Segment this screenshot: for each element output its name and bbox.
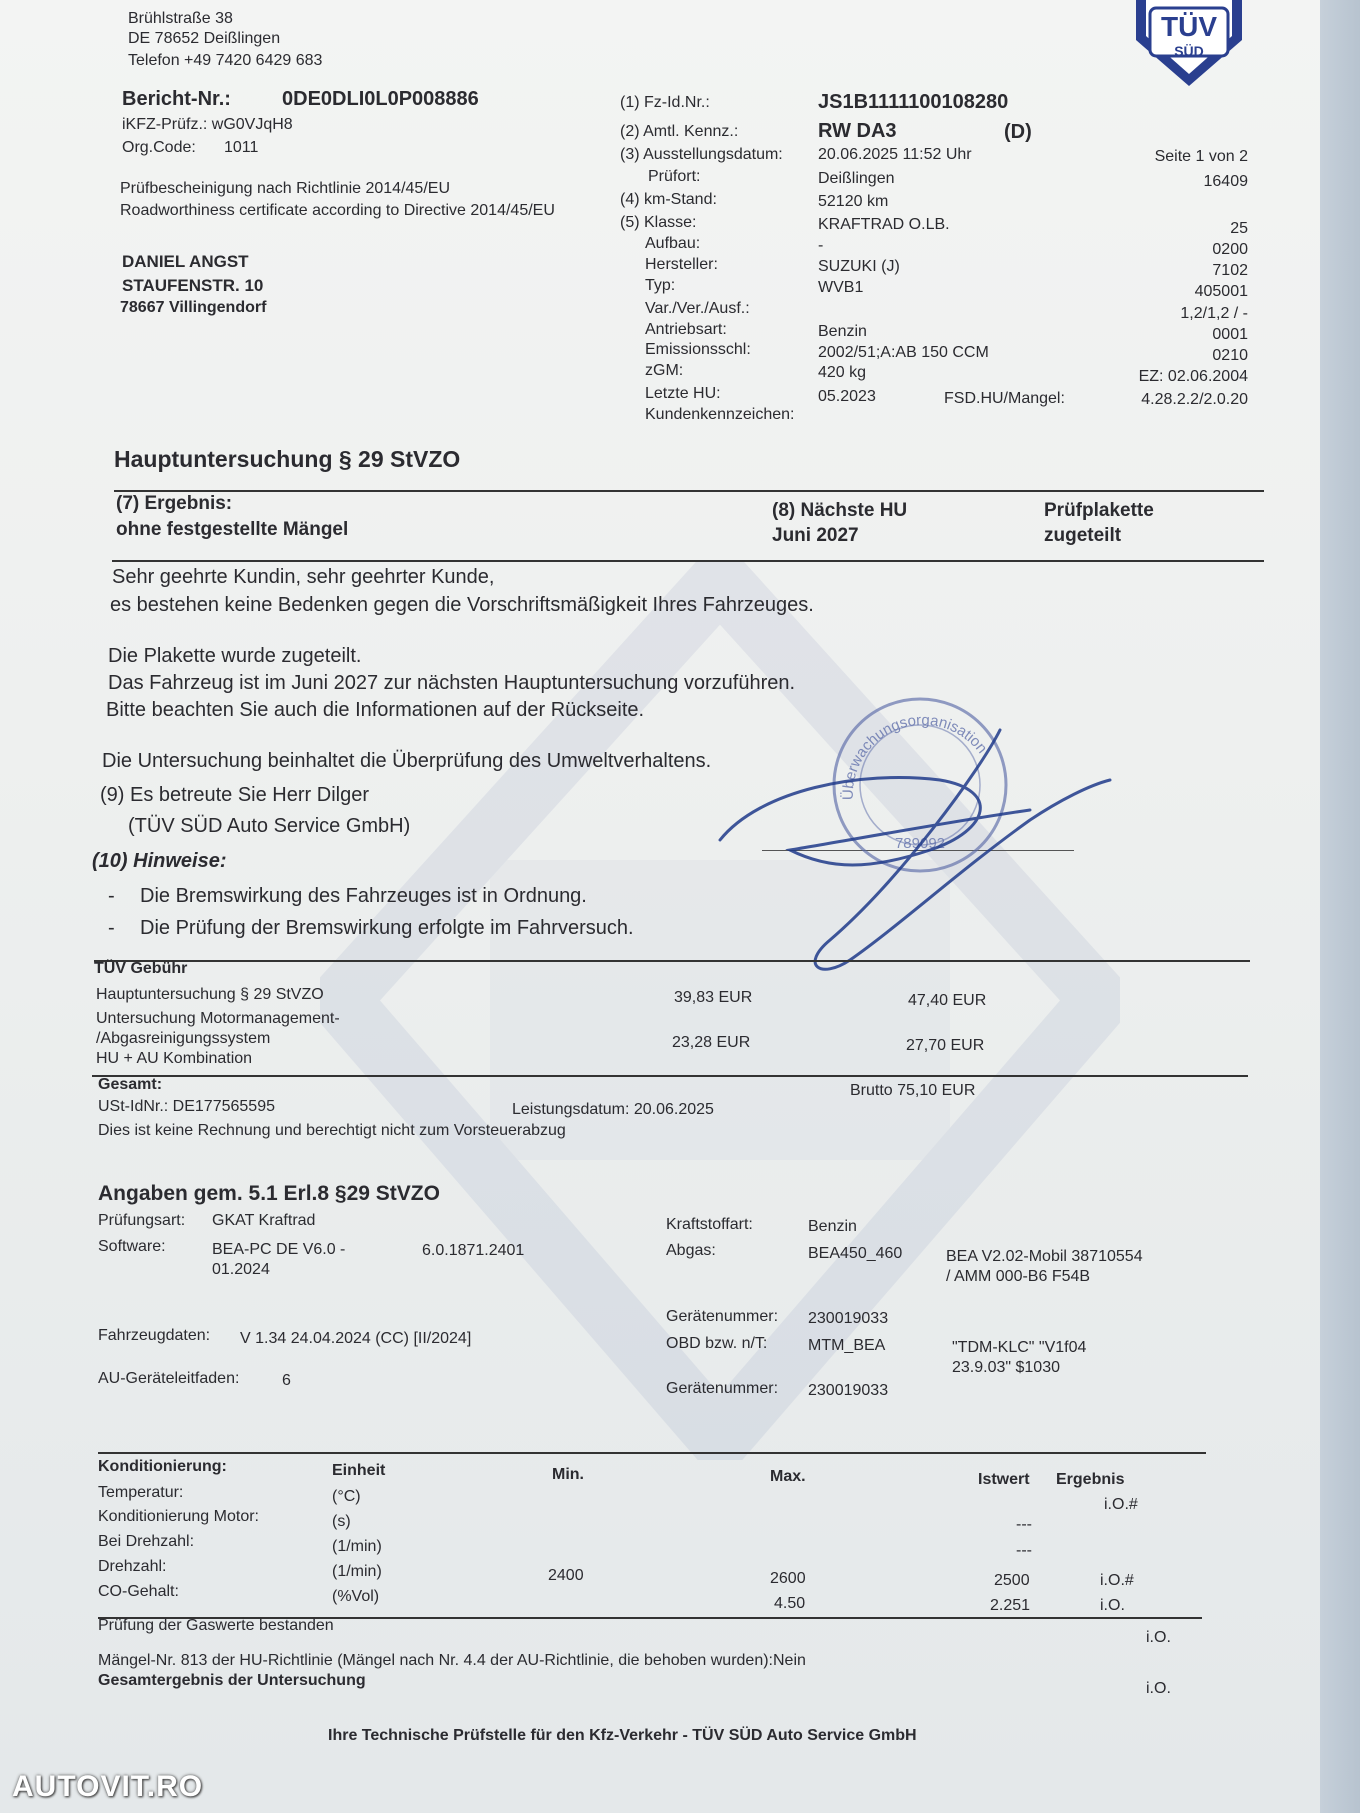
kundenkennzeichen-label: Kundenkennzeichen: xyxy=(645,406,795,423)
kond-row-max: 2600 xyxy=(770,1570,806,1587)
aufbau-label: Aufbau: xyxy=(645,235,701,252)
kond-row-ergebnis: i.O.# xyxy=(1100,1572,1134,1589)
kond-header-max: Max. xyxy=(770,1468,806,1485)
kond-row-ergebnis: i.O. xyxy=(1100,1597,1125,1614)
kond-row-unit: (°C) xyxy=(332,1488,361,1505)
kond-row-unit: (%Vol) xyxy=(332,1588,380,1605)
issuer-city: DE 78652 Deißlingen xyxy=(128,30,281,47)
obd-extra-1: "TDM-KLC" "V1f04 xyxy=(952,1339,1087,1356)
kond-top-rule xyxy=(98,1452,1206,1454)
letter-salutation: Sehr geehrte Kundin, sehr geehrter Kunde, xyxy=(112,566,495,588)
kond-header-istwert: Istwert xyxy=(978,1471,1030,1488)
kond-row-max: 4.50 xyxy=(774,1595,806,1612)
abgas-extra-2: / AMM 000-B6 F54B xyxy=(946,1268,1091,1285)
fsd-label: FSD.HU/Mangel: xyxy=(944,390,1065,407)
emission-code: 0210 xyxy=(1212,347,1248,364)
gaswerte-result: i.O. xyxy=(1146,1629,1171,1646)
fees-total-label: Gesamt: xyxy=(98,1076,163,1093)
zgm-label: zGM: xyxy=(645,362,684,379)
fahrzeugdaten-value: V 1.34 24.04.2024 (CC) [II/2024] xyxy=(240,1330,472,1347)
kond-row-name: Drehzahl: xyxy=(98,1558,167,1575)
fzid-label: (1) Fz-Id.Nr.: xyxy=(620,94,710,111)
abgas-label: Abgas: xyxy=(666,1242,716,1259)
gesamtergebnis-label: Gesamtergebnis der Untersuchung xyxy=(98,1672,366,1689)
svg-text:Überwachungsorganisation: Überwachungsorganisation xyxy=(839,711,991,801)
antrieb-label: Antriebsart: xyxy=(645,321,727,338)
page-indicator: Seite 1 von 2 xyxy=(1154,148,1248,165)
betreuer: (9) Es betreute Sie Herr Dilger xyxy=(100,784,369,806)
pruefort-code: 16409 xyxy=(1203,173,1248,190)
geraet-label-2: Gerätenummer: xyxy=(666,1380,779,1397)
variante-code: 1,2/1,2 / - xyxy=(1180,305,1248,322)
svg-text:TÜV: TÜV xyxy=(1161,11,1217,42)
certificate-en: Roadworthiness certificate according to Directive 2014/45/EU xyxy=(120,202,555,219)
software-label: Software: xyxy=(98,1238,166,1255)
fee-row1-label: Hauptuntersuchung § 29 StVZO xyxy=(96,986,324,1003)
au-leitfaden-value: 6 xyxy=(282,1372,291,1389)
typ-value: WVB1 xyxy=(818,279,864,296)
leistungsdatum: Leistungsdatum: 20.06.2025 xyxy=(512,1101,714,1118)
abgas-extra-1: BEA V2.02-Mobil 38710554 xyxy=(946,1248,1143,1265)
software-value-1: BEA-PC DE V6.0 - xyxy=(212,1241,346,1258)
svg-text:789092: 789092 xyxy=(894,835,946,852)
hu-bottom-rule xyxy=(112,560,1264,562)
gaswerte-status: Prüfung der Gaswerte bestanden xyxy=(98,1617,334,1634)
kond-row-unit: (s) xyxy=(332,1513,351,1530)
obd-value: MTM_BEA xyxy=(808,1337,886,1354)
fee-row1-net: 39,83 EUR xyxy=(674,989,753,1006)
kond-row-unit: (1/min) xyxy=(332,1538,382,1555)
kond-row-ergebnis: i.O.# xyxy=(1104,1496,1138,1513)
fees-title: TÜV Gebühr xyxy=(94,960,188,977)
betreuer-company: (TÜV SÜD Auto Service GmbH) xyxy=(128,815,411,837)
kond-header-name: Konditionierung: xyxy=(98,1458,227,1475)
plakette-value: zugeteilt xyxy=(1044,525,1122,546)
zgm-value: 420 kg xyxy=(818,364,867,381)
ergebnis-label: (7) Ergebnis: xyxy=(116,493,233,514)
fee-row2-label-2: /Abgasreinigungssystem xyxy=(96,1030,271,1047)
klasse-value: KRAFTRAD O.LB. xyxy=(818,216,950,233)
report-nr-value: 0DE0DLI0L0P008886 xyxy=(282,88,479,110)
customer-street: STAUFENSTR. 10 xyxy=(122,276,264,295)
ergebnis-value: ohne festgestellte Mängel xyxy=(116,519,349,540)
letzte-hu-value: 05.2023 xyxy=(818,388,876,405)
hinweis-bullet-2: - xyxy=(108,917,115,939)
hersteller-code: 7102 xyxy=(1212,262,1248,279)
kond-row-istwert: --- xyxy=(1016,1516,1032,1533)
ikfz-code: iKFZ-Prüfz.: wG0VJqH8 xyxy=(122,116,293,133)
typ-code: 405001 xyxy=(1194,283,1248,300)
kraftstoff-value: Benzin xyxy=(808,1218,857,1235)
org-code-value: 1011 xyxy=(224,139,259,156)
aufbau-value: - xyxy=(818,237,824,254)
issuer-phone: Telefon +49 7420 6429 683 xyxy=(128,52,323,69)
letter-line-3: Die Plakette wurde zugeteilt. xyxy=(108,645,362,667)
klasse-label: (5) Klasse: xyxy=(620,214,697,231)
hu-top-rule xyxy=(114,490,1264,492)
report-nr-label: Bericht-Nr.: xyxy=(122,88,231,110)
svg-text:SÜD: SÜD xyxy=(1174,43,1204,59)
fees-top-rule xyxy=(94,960,1250,962)
date-value: 20.06.2025 11:52 Uhr xyxy=(818,146,972,163)
fee-row2-label-3: HU + AU Kombination xyxy=(96,1050,253,1067)
invoice-note: Dies ist keine Rechnung und berechtigt nicht zum Vorsteuerabzug xyxy=(98,1122,566,1139)
typ-label: Typ: xyxy=(645,277,676,294)
antrieb-code: 0001 xyxy=(1212,326,1248,343)
hersteller-value: SUZUKI (J) xyxy=(818,258,900,275)
antrieb-value: Benzin xyxy=(818,323,867,340)
fee-row1-gross: 47,40 EUR xyxy=(908,992,987,1009)
letzte-hu-label: Letzte HU: xyxy=(645,385,721,402)
geraet-value-1: 230019033 xyxy=(808,1310,889,1327)
kond-row-name: Temperatur: xyxy=(98,1484,184,1501)
klasse-code: 25 xyxy=(1230,220,1248,237)
km-label: (4) km-Stand: xyxy=(620,191,717,208)
emission-value: 2002/51;A:AB 150 CCM xyxy=(818,344,989,361)
kond-row-istwert: --- xyxy=(1016,1542,1032,1559)
kond-row-istwert: 2.251 xyxy=(990,1597,1031,1614)
software-value-2: 01.2024 xyxy=(212,1261,270,1278)
hinweis-1: Die Bremswirkung des Fahrzeuges ist in Ordnung. xyxy=(140,885,587,907)
erstzulassung: EZ: 02.06.2004 xyxy=(1138,368,1248,385)
paper-edge xyxy=(1320,0,1360,1813)
kond-header-einheit: Einheit xyxy=(332,1462,386,1479)
km-value: 52120 km xyxy=(818,193,889,210)
hu-title: Hauptuntersuchung § 29 StVZO xyxy=(114,446,461,472)
fzid-value: JS1B1111100108280 xyxy=(818,91,1009,113)
kennz-country: (D) xyxy=(1004,121,1032,143)
customer-name: DANIEL ANGST xyxy=(122,252,249,271)
kond-header-min: Min. xyxy=(552,1466,584,1483)
fee-row2-label-1: Untersuchung Motormanagement- xyxy=(96,1010,340,1027)
kond-row-unit: (1/min) xyxy=(332,1563,382,1580)
kond-row-istwert: 2500 xyxy=(994,1572,1030,1589)
pruefort-value: Deißlingen xyxy=(818,170,895,187)
maengel-note: Mängel-Nr. 813 der HU-Richtlinie (Mängel nach Nr. 4.4 der AU-Richtlinie, die behoben wurden):Nein xyxy=(98,1652,806,1669)
letter-line-4: Das Fahrzeug ist im Juni 2027 zur nächsten Hauptuntersuchung vorzuführen. xyxy=(108,672,796,694)
pruefort-label: Prüfort: xyxy=(648,168,701,185)
aufbau-code: 0200 xyxy=(1212,241,1248,258)
tuv-sud-logo xyxy=(1128,0,1250,88)
ust-idnr: USt-IdNr.: DE177565595 xyxy=(98,1098,275,1115)
obd-extra-2: 23.9.03" $1030 xyxy=(952,1359,1060,1376)
letter-line-2: es bestehen keine Bedenken gegen die Vorschriftsmäßigkeit Ihres Fahrzeuges. xyxy=(110,594,814,616)
emission-label: Emissionsschl: xyxy=(645,341,751,358)
footer-text: Ihre Technische Prüfstelle für den Kfz-Verkehr - TÜV SÜD Auto Service GmbH xyxy=(328,1727,917,1744)
fee-row2-gross: 27,70 EUR xyxy=(906,1037,985,1054)
kennz-label: (2) Amtl. Kennz.: xyxy=(620,123,739,140)
issuer-street: Brühlstraße 38 xyxy=(128,10,233,27)
fahrzeugdaten-label: Fahrzeugdaten: xyxy=(98,1327,211,1344)
fsd-value: 4.28.2.2/2.0.20 xyxy=(1141,391,1248,408)
obd-label: OBD bzw. n/T: xyxy=(666,1335,768,1352)
abgas-value: BEA450_460 xyxy=(808,1245,903,1262)
kraftstoff-label: Kraftstoffart: xyxy=(666,1216,753,1233)
date-label: (3) Ausstellungsdatum: xyxy=(620,146,783,163)
fees-bottom-rule xyxy=(92,1075,1248,1077)
kond-row-name: Konditionierung Motor: xyxy=(98,1508,259,1525)
kond-row-min: 2400 xyxy=(548,1567,584,1584)
au-leitfaden-label: AU-Geräteleitfaden: xyxy=(98,1370,240,1387)
pruefart-value: GKAT Kraftrad xyxy=(212,1212,316,1229)
software-version: 6.0.1871.2401 xyxy=(422,1242,525,1259)
org-code-label: Org.Code: xyxy=(122,139,196,156)
letter-line-6: Die Untersuchung beinhaltet die Überprüfung des Umweltverhaltens. xyxy=(102,750,712,772)
geraet-value-2: 230019033 xyxy=(808,1382,889,1399)
signature-mark xyxy=(700,690,1120,990)
next-hu-value: Juni 2027 xyxy=(772,525,859,546)
letter-line-5: Bitte beachten Sie auch die Informationen auf der Rückseite. xyxy=(106,699,645,721)
pruefart-label: Prüfungsart: xyxy=(98,1212,186,1229)
autovit-watermark: AUTOVIT.RO xyxy=(12,1770,204,1803)
angaben-title: Angaben gem. 5.1 Erl.8 §29 StVZO xyxy=(98,1182,440,1205)
customer-city: 78667 Villingendorf xyxy=(120,299,267,316)
next-hu-label: (8) Nächste HU xyxy=(772,500,908,521)
plakette-label: Prüfplakette xyxy=(1044,500,1154,521)
kond-row-name: CO-Gehalt: xyxy=(98,1583,179,1600)
hersteller-label: Hersteller: xyxy=(645,256,718,273)
fee-row2-net: 23,28 EUR xyxy=(672,1034,751,1051)
gesamtergebnis-result: i.O. xyxy=(1146,1680,1171,1697)
hinweis-2: Die Prüfung der Bremswirkung erfolgte im Fahrversuch. xyxy=(140,917,634,939)
kennz-value: RW DA3 xyxy=(818,120,897,142)
kond-row-name: Bei Drehzahl: xyxy=(98,1533,195,1550)
hinweise-title: (10) Hinweise: xyxy=(92,850,227,872)
geraet-label-1: Gerätenummer: xyxy=(666,1308,779,1325)
variante-label: Var./Ver./Ausf.: xyxy=(645,300,750,317)
certificate-de: Prüfbescheinigung nach Richtlinie 2014/45/EU xyxy=(120,180,450,197)
fees-total-value: Brutto 75,10 EUR xyxy=(850,1082,976,1099)
hinweis-bullet-1: - xyxy=(108,885,115,907)
kond-header-ergebnis: Ergebnis xyxy=(1056,1471,1125,1488)
